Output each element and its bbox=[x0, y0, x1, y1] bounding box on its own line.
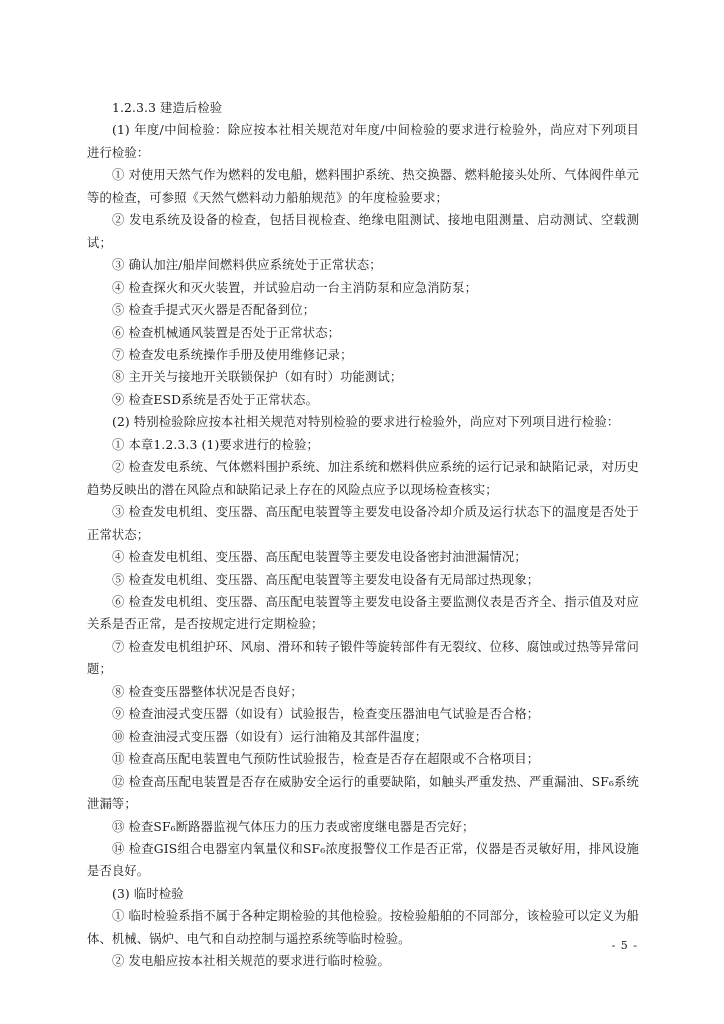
section-number: 1.2.3.3 bbox=[112, 101, 157, 115]
paragraph: (3) 临时检验 bbox=[112, 886, 184, 901]
paragraph: ⑫ 检查高压配电装置是否存在威胁安全运行的重要缺陷，如触头严重发热、严重漏油、SF₆系统泄漏等； bbox=[87, 774, 639, 812]
paragraph: ⑪ 检查高压配电装置电气预防性试验报告，检查是否存在超限或不合格项目； bbox=[112, 752, 540, 767]
paragraph: ⑥ 检查机械通风装置是否处于正常状态； bbox=[112, 325, 341, 340]
paragraph: ④ 检查发电机组、变压器、高压配电装置等主要发电设备密封油泄漏情况； bbox=[112, 550, 527, 565]
paragraph: ③ 检查发电机组、变压器、高压配电装置等主要发电设备冷却介质及运行状态下的温度是否处于正常状态； bbox=[87, 505, 639, 542]
paragraph: ② 发电系统及设备的检查，包括目视检查、绝缘电阻测试、接地电阻测量、启动测试、空载测试； bbox=[87, 213, 639, 250]
paragraph: ⑤ 检查发电机组、变压器、高压配电装置等主要发电设备有无局部过热现象； bbox=[112, 572, 540, 587]
paragraph: ⑧ 主开关与接地开关联锁保护（如有时）功能测试； bbox=[112, 370, 403, 385]
section-heading bbox=[87, 97, 639, 119]
paragraph: (1) 年度/中间检验：除应按本社相关规范对年度/中间检验的要求进行检验外，尚应对下列项目进行检验： bbox=[87, 123, 639, 160]
paragraph: ① 对使用天然气作为燃料的发电船，燃料围护系统、热交换器、燃料舱接头处所、气体阀件单元等的检查，可参照《天然气燃料动力船舶规范》的年度检验要求； bbox=[87, 168, 639, 205]
page-content bbox=[87, 97, 639, 973]
paragraph: ⑧ 检查变压器整体状况是否良好； bbox=[112, 684, 303, 699]
paragraph: ③ 确认加注/船岸间燃料供应系统处于正常状态； bbox=[112, 258, 382, 273]
paragraph: ⑨ 检查油浸式变压器（如设有）试验报告，检查变压器油电气试验是否合格； bbox=[112, 707, 540, 722]
paragraph: ① 本章1.2.3.3 (1)要求进行的检验； bbox=[112, 437, 319, 452]
section-title: 建造后检验 bbox=[160, 101, 223, 115]
paragraph: (2) 特别检验除应按本社相关规范对特别检验的要求进行检验外，尚应对下列项目进行检验： bbox=[112, 415, 620, 430]
paragraph: ⑥ 检查发电机组、变压器、高压配电装置等主要发电设备主要监测仪表是否齐全、指示值及对应关系是否正常，是否按规定进行定期检验； bbox=[87, 594, 639, 632]
page-number: - 5 - bbox=[611, 939, 638, 952]
paragraph: ⑬ 检查SF₆断路器监视气体压力的压力表或密度继电器是否完好； bbox=[112, 819, 475, 834]
paragraph: ② 检查发电系统、气体燃料围护系统、加注系统和燃料供应系统的运行记录和缺陷记录，对历史趋势反映出的潜在风险点和缺陷记录上存在的风险点应予以现场检查核实； bbox=[87, 460, 639, 497]
paragraph: ④ 检查探火和灭火装置，并试验启动一台主消防泵和应急消防泵； bbox=[112, 280, 478, 295]
paragraph: ⑦ 检查发电机组护环、风扇、滑环和转子锻件等旋转部件有无裂纹、位移、腐蚀或过热等异常问题； bbox=[87, 639, 639, 677]
paragraph: ⑤ 检查手提式灭火器是否配备到位； bbox=[112, 303, 316, 318]
paragraph: ⑦ 检查发电系统操作手册及使用维修记录； bbox=[112, 347, 353, 362]
paragraph: ⑩ 检查油浸式变压器（如设有）运行油箱及其部件温度； bbox=[112, 729, 428, 744]
paragraph: ⑭ 检查GIS组合电器室内氧量仪和SF₆浓度报警仪工作是否正常，仪器是否灵敏好用，排风设施是否良好。 bbox=[87, 841, 639, 879]
paragraph: ⑨ 检查ESD系统是否处于正常状态。 bbox=[112, 392, 319, 407]
paragraph: ② 发电船应按本社相关规范的要求进行临时检验。 bbox=[112, 954, 390, 969]
paragraph: ① 临时检验系指不属于各种定期检验的其他检验。按检验船舶的不同部分，该检验可以定义为船体、机械、锅炉、电气和自动控制与遥控系统等临时检验。 bbox=[87, 909, 639, 946]
